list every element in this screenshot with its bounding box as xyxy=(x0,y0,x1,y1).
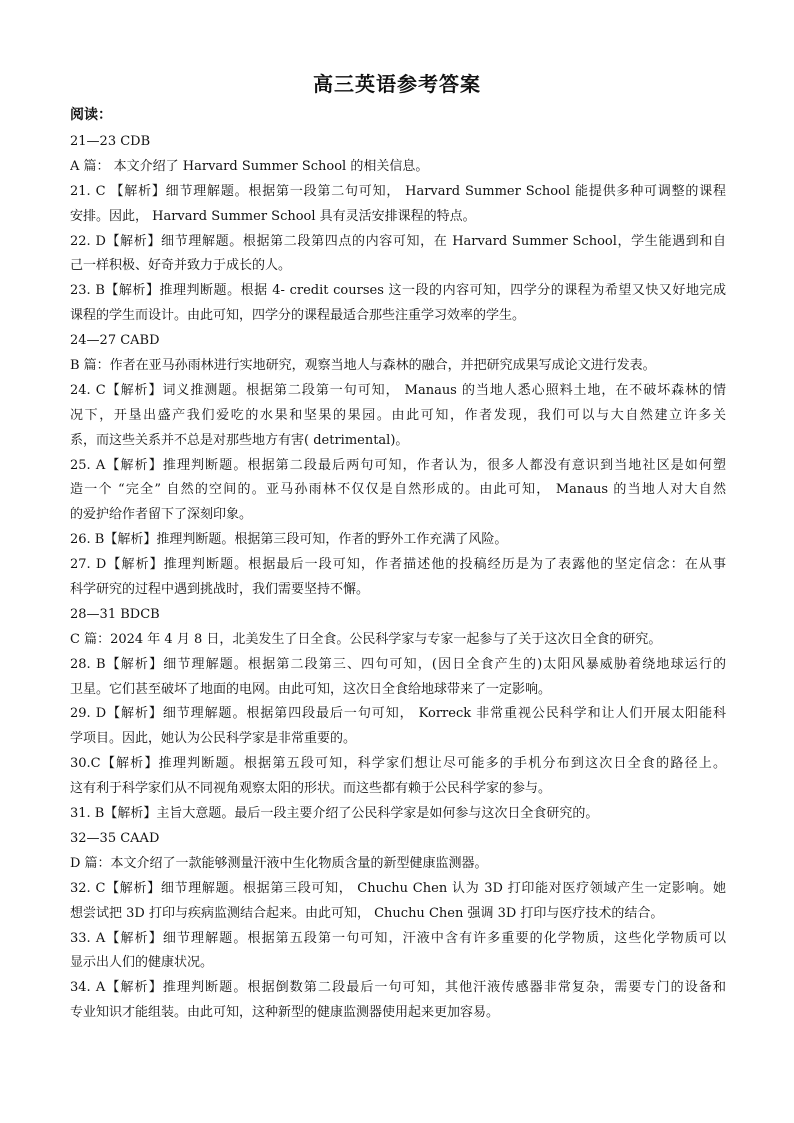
answer-line: 26. B【解析】推理判断题。根据第三段可知，作者的野外工作充满了风险。 xyxy=(70,532,508,548)
answer-line: 30.C【解析】推理判断题。根据第五段可知，科学家们想让尽可能多的手机分布到这次日全食的路径上。 xyxy=(70,756,726,772)
answer-line: 己一样积极、好奇并致力于成长的人。 xyxy=(70,258,292,274)
answer-line: 学项目。因此，她认为公民科学家是非常重要的。 xyxy=(70,731,357,747)
answer-line: 34. A【解析】推理判断题。根据倒数第二段最后一句可知，其他汗液传感器非常复杂，需要专门的设备和 xyxy=(70,980,726,996)
answer-line: 22. D【解析】细节理解题。根据第二段第四点的内容可知，在 Harvard Summer School，学生能遇到和自 xyxy=(70,233,726,249)
answer-line: 系，而这些关系并不总是对那些地方有害( detrimental)。 xyxy=(70,432,409,448)
answer-line: 23. B【解析】推理判断题。根据 4- credit courses 这一段的内容可知，四学分的课程为希望又快又好地完成 xyxy=(70,283,726,299)
answer-line: 科学研究的过程中遇到挑战时，我们需要坚持不懈。 xyxy=(70,582,370,598)
answer-line: 况下，开垦出盛产我们爱吃的水果和坚果的果园。由此可知，作者发现，我们可以与大自然建立许多关 xyxy=(70,407,726,423)
answer-line: 21—23 CDB xyxy=(70,134,151,149)
answer-line: 25. A【解析】推理判断题。根据第二段最后两句可知，作者认为，很多人都没有意识到当地社区是如何塑 xyxy=(70,457,726,473)
answer-line: 24. C【解析】词义推测题。根据第二段第一句可知， Manaus 的当地人悉心照料土地，在不破坏森林的情 xyxy=(70,382,726,398)
answer-line: 课程的学生而设计。由此可知，四学分的课程最适合那些注重学习效率的学生。 xyxy=(70,308,526,324)
page-title: 高三英语参考答案 xyxy=(313,72,481,96)
answer-line: 27. D【解析】推理判断题。根据最后一段可知，作者描述他的投稿经历是为了表露他的坚定信念：在从事 xyxy=(70,557,726,573)
answer-line: C 篇：2024 年 4 月 8 日，北美发生了日全食。公民科学家与专家一起参与了关于这次日全食的研究。 xyxy=(70,631,662,647)
answer-line: 32—35 CAAD xyxy=(70,830,160,846)
answer-line: 31. B【解析】主旨大意题。最后一段主要介绍了公民科学家是如何参与这次日全食研究的。 xyxy=(70,806,599,822)
answer-line: 这有利于科学家们从不同视角观察太阳的形状。而这些都有赖于公民科学家的参与。 xyxy=(70,781,552,797)
answer-line: A 篇： 本文介绍了 Harvard Summer School 的相关信息。 xyxy=(70,158,429,174)
section-label: 阅读： xyxy=(70,107,112,123)
answer-line: 显示出人们的健康状况。 xyxy=(70,955,214,971)
answer-line: 安排。因此， Harvard Summer School 具有灵活安排课程的特点。 xyxy=(70,208,476,224)
answer-line: 专业知识才能组装。由此可知，这种新型的健康监测器使用起来更加容易。 xyxy=(70,1005,500,1021)
answer-line: 的爱护给作者留下了深刻印象。 xyxy=(70,507,253,523)
answer-line: 想尝试把 3D 打印与疾病监测结合起来。由此可知， Chuchu Chen 强调 3D 打印与医疗技术的结合。 xyxy=(70,905,664,921)
answer-line: 卫星。它们甚至破坏了地面的电网。由此可知，这次日全食给地球带来了一定影响。 xyxy=(70,681,552,697)
answer-line: 24—27 CABD xyxy=(70,333,160,349)
answer-line: 28. B【解析】细节理解题。根据第二段第三、四句可知，(因日全食产生的)太阳风暴威胁着绕地球运行的 xyxy=(70,656,726,672)
answer-line: D 篇：本文介绍了一款能够测量汗液中生化物质含量的新型健康监测器。 xyxy=(70,855,488,871)
answer-line: 造一个 “完全” 自然的空间的。亚马孙雨林不仅仅是自然形成的。由此可知， Manaus 的当地人对大自然 xyxy=(70,482,726,498)
answer-line: 28—31 BDCB xyxy=(70,606,160,622)
answer-body xyxy=(70,130,726,1026)
answer-line: 21. C 【解析】细节理解题。根据第一段第二句可知， Harvard Summer School 能提供多种可调整的课程 xyxy=(70,183,726,199)
answer-line: 29. D【解析】细节理解题。根据第四段最后一句可知， Korreck 非常重视公民科学和让人们开展太阳能科 xyxy=(70,706,726,722)
answer-line: 33. A【解析】细节理解题。根据第五段第一句可知，汗液中含有许多重要的化学物质，这些化学物质可以 xyxy=(70,930,726,946)
answer-line: B 篇：作者在亚马孙雨林进行实地研究，观察当地人与森林的融合，并把研究成果写成论文进行发表。 xyxy=(70,358,656,374)
answer-line: 32. C【解析】细节理解题。根据第三段可知， Chuchu Chen 认为 3D 打印能对医疗领域产生一定影响。她 xyxy=(70,880,726,896)
